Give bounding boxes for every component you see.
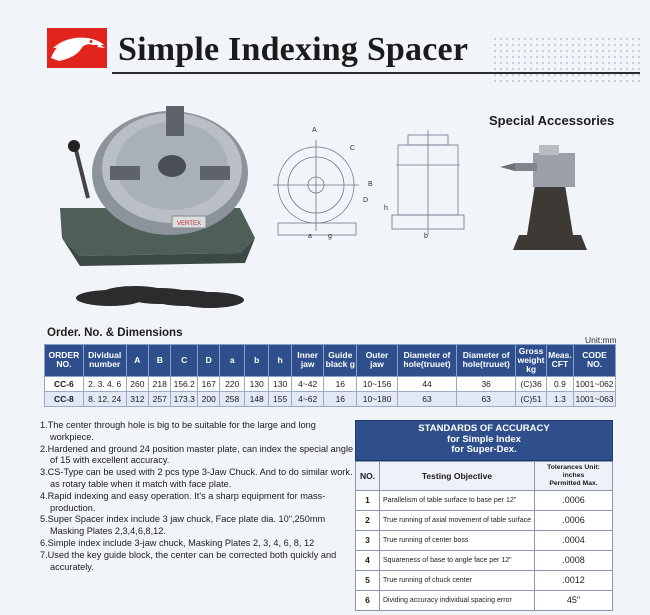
col-outer-jaw: Outer jaw (357, 345, 398, 377)
list-item: 1.The center through hole is big to be suitable for the large and long workpiece. (40, 420, 316, 442)
col-meas-cft: Meas. CFT (546, 345, 573, 377)
cell: 200 (198, 391, 220, 406)
col-d: D (198, 345, 220, 377)
cell: 0.9 (546, 376, 573, 391)
cell: 4~62 (291, 391, 324, 406)
row-objective: Parallelism of table surface to base per 12" (380, 490, 535, 510)
standards-of-accuracy-panel (355, 420, 613, 611)
col-c: C (171, 345, 198, 377)
row-no: 1 (356, 490, 380, 510)
col-h: h (269, 345, 291, 377)
col-no: NO. (356, 461, 380, 490)
tailstock-photo (495, 135, 605, 255)
eagle-logo-icon (47, 28, 107, 68)
title-underline (112, 72, 640, 74)
cell: (C)51 (516, 391, 547, 406)
row-objective: Squareness of base to angle face per 12" (380, 550, 535, 570)
row-no: 5 (356, 570, 380, 590)
row-no: 6 (356, 590, 380, 610)
accessories-title: Special Accessories (489, 113, 615, 128)
table-row (356, 570, 613, 590)
technical-drawing (268, 125, 480, 245)
dim-label-a2: a (308, 233, 312, 240)
cell: 218 (149, 376, 171, 391)
col-diameter-hole-1: Diameter of hole(truuet) (397, 345, 456, 377)
cell: 44 (397, 376, 456, 391)
row-no: 4 (356, 550, 380, 570)
cell-dividual: 8. 12. 24 (83, 391, 126, 406)
list-item: 2.Hardened and ground 24 position master plate, can index the special angle of 15 with excellent accuracy. (40, 443, 354, 466)
accuracy-table (355, 461, 613, 611)
row-objective: True running of chuck center (380, 570, 535, 590)
row-tolerance: .0004 (535, 530, 613, 550)
col-code-no: CODE NO. (574, 345, 616, 377)
dim-label-a: A (312, 127, 317, 134)
dim-label-c: C (350, 145, 356, 152)
cell: 260 (126, 376, 148, 391)
row-tolerance: .0006 (535, 510, 613, 530)
col-order-no: ORDER NO. (45, 345, 84, 377)
cell: 258 (220, 391, 244, 406)
dimensions-table (44, 344, 616, 407)
cell: 10~156 (357, 376, 398, 391)
cell: 130 (269, 376, 291, 391)
cell: 16 (324, 391, 357, 406)
dim-label-b: B (368, 181, 373, 188)
col-dividual-number: Dividual number (83, 345, 126, 377)
row-no: 2 (356, 510, 380, 530)
list-item: 3.CS-Type can be used with 2 pcs type 3-Jaw Chuck. And to do similar work. as rotary table when it match with face plate. (40, 467, 353, 489)
product-photo (40, 88, 270, 318)
col-tolerance-permitted: Permitted Max. (549, 479, 598, 487)
cell: 173.3 (171, 391, 198, 406)
table-row (356, 590, 613, 610)
cell-code-no: 1001~063 (574, 391, 616, 406)
table-row (356, 510, 613, 530)
dim-label-b2: b (424, 233, 428, 240)
decorative-dot-pattern (492, 36, 642, 82)
dim-label-d: D (363, 197, 369, 204)
row-tolerance: .0006 (535, 490, 613, 510)
list-item: 7.Used the key guide block, the center can be corrected both quickly and accurately. (40, 549, 337, 572)
cell: 4~42 (291, 376, 324, 391)
col-tolerance (535, 461, 613, 490)
list-item: 4.Rapid indexing and easy operation. It's a sharp equipment for mass-production. (40, 490, 326, 513)
cell-dividual: 2. 3. 4. 6 (83, 376, 126, 391)
cell: 16 (324, 376, 357, 391)
standards-subtitle-2: for Super-Dex. (451, 444, 517, 455)
page-title: Simple Indexing Spacer (118, 31, 469, 68)
dim-label-h: h (384, 205, 388, 212)
col-inner-jaw: Inner jaw (291, 345, 324, 377)
cell: 167 (198, 376, 220, 391)
table-row (45, 376, 616, 391)
cell: 156.2 (171, 376, 198, 391)
standards-subtitle-1: for Simple Index (447, 433, 521, 445)
table-row (45, 391, 616, 406)
col-a: A (126, 345, 148, 377)
standards-header (355, 420, 613, 461)
col-gross-weight: Gross weight kg (516, 345, 547, 377)
list-item: 5.Super Spacer index include 3 jaw chuck, Face plate dia. 10",250mm Masking Plates 2,3,4,6,8,12. (40, 514, 326, 537)
table-row (356, 490, 613, 510)
col-b-small: b (244, 345, 268, 377)
dim-label-g: g (328, 233, 332, 240)
row-tolerance: .0008 (535, 550, 613, 570)
cell-order-no: CC-8 (45, 391, 84, 406)
feature-notes-list (40, 420, 358, 573)
cell: 312 (126, 391, 148, 406)
standards-title: STANDARDS OF ACCURACY (418, 423, 550, 434)
order-section-title: Order. No. & Dimensions (47, 327, 183, 339)
col-testing-objective: Testing Objective (380, 461, 535, 490)
cell: 63 (457, 391, 516, 406)
cell: 63 (397, 391, 456, 406)
row-objective: Dividing accuracy individual spacing error (380, 590, 535, 610)
unit-label: Unit:mm (585, 335, 617, 345)
col-b: B (149, 345, 171, 377)
vertex-brand-label: VERTEX (177, 221, 201, 227)
cell: 257 (149, 391, 171, 406)
col-a-small: a (220, 345, 244, 377)
table-row (356, 530, 613, 550)
col-diameter-hole-2: Diameter of hole(truuet) (457, 345, 516, 377)
col-guide-block: Guide black g (324, 345, 357, 377)
row-objective: True running of axial movement of table surface (380, 510, 535, 530)
col-tolerance-unit: Tolerances Unit: inches (547, 463, 600, 479)
cell: 130 (244, 376, 268, 391)
table-row (356, 550, 613, 570)
row-tolerance: .0012 (535, 570, 613, 590)
cell: 148 (244, 391, 268, 406)
list-item: 6.Simple index include 3-jaw chuck, Masking Plates 2, 3, 4, 6, 8, 12 (40, 537, 315, 548)
cell-code-no: 1001~062 (574, 376, 616, 391)
cell: (C)36 (516, 376, 547, 391)
cell: 10~180 (357, 391, 398, 406)
cell: 1.3 (546, 391, 573, 406)
cell: 155 (269, 391, 291, 406)
cell-order-no: CC-6 (45, 376, 84, 391)
row-objective: True running of center boss (380, 530, 535, 550)
cell: 36 (457, 376, 516, 391)
cell: 220 (220, 376, 244, 391)
row-tolerance: 45" (535, 590, 613, 610)
row-no: 3 (356, 530, 380, 550)
